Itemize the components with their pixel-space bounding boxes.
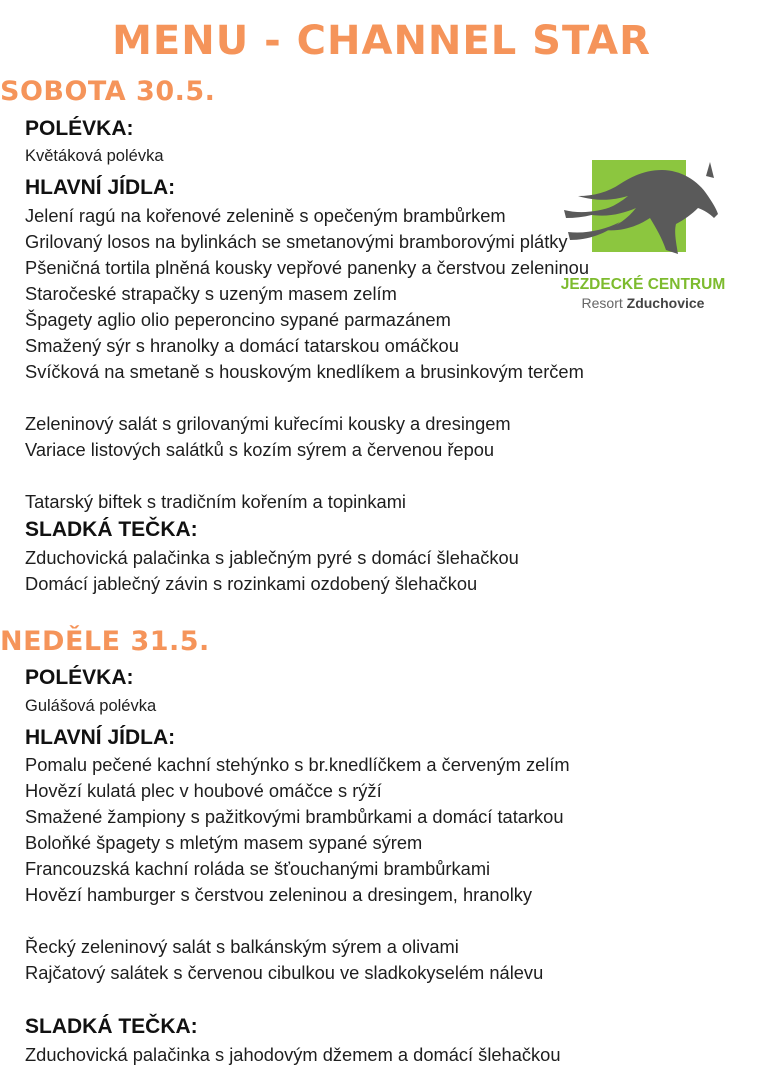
menu-item: Staročeské strapačky s uzeným masem zelím: [25, 283, 397, 304]
menu-item: Zduchovická palačinka s jahodovým džemem a domácí šlehačkou: [25, 1044, 561, 1065]
menu-item: Hovězí kulatá plec v houbové omáčce s rýží: [25, 780, 382, 801]
menu-item: Domácí jablečný závin s rozinkami ozdobený šlehačkou: [25, 573, 478, 594]
menu-item: Hovězí hamburger s čerstvou zeleninou a dresingem, hranolky: [25, 884, 533, 905]
menu-item: Svíčková na smetaně s houskovým knedlíkem a brusinkovým terčem: [25, 361, 584, 382]
menu-item: Boloňké špagety s mletým masem sypané sýrem: [25, 832, 423, 853]
menu-item: Květáková polévka: [25, 147, 164, 165]
section-soup-sunday: POLÉVKA:: [25, 666, 134, 689]
horse-head-icon: [558, 158, 728, 268]
menu-item: Špagety aglio olio peperoncino sypané parmazánem: [25, 309, 451, 330]
logo-subtitle: [560, 295, 726, 311]
menu-item: Řecký zeleninový salát s balkánským sýrem a olivami: [25, 936, 459, 957]
menu-item: Pšeničná tortila plněná kousky vepřové panenky a čerstvou zeleninou: [25, 257, 590, 278]
logo-brand-name: JEZDECKÉ CENTRUM: [560, 276, 726, 293]
day-heading-sunday: NEDĚLE 31.5.: [0, 626, 210, 657]
section-mains-saturday: HLAVNÍ JÍDLA:: [25, 176, 176, 199]
section-mains-sunday: HLAVNÍ JÍDLA:: [25, 726, 176, 749]
jezdecke-centrum-logo: [558, 158, 728, 318]
section-dessert-sunday: SLADKÁ TEČKA:: [25, 1015, 198, 1038]
logo-sub-name: Zduchovice: [626, 295, 705, 311]
menu-item: Grilovaný losos na bylinkách se smetanovými bramborovými plátky: [25, 231, 568, 252]
menu-item: Zduchovická palačinka s jablečným pyré s domácí šlehačkou: [25, 547, 519, 568]
logo-sub-prefix: Resort: [581, 295, 623, 311]
menu-item: Pomalu pečené kachní stehýnko s br.knedlíčkem a červeným zelím: [25, 754, 570, 775]
menu-item: Gulášová polévka: [25, 697, 157, 715]
section-soup-saturday: POLÉVKA:: [25, 117, 134, 140]
menu-item: Rajčatový salátek s červenou cibulkou ve sladkokyselém nálevu: [25, 962, 544, 983]
menu-item: Variace listových salátků s kozím sýrem a červenou řepou: [25, 439, 495, 460]
menu-item: Jelení ragú na kořenové zelenině s opečeným brambůrkem: [25, 205, 506, 226]
menu-item: Smažené žampiony s pažitkovými brambůrkami a domácí tatarkou: [25, 806, 564, 827]
menu-item: Francouzská kachní roláda se šťouchanými brambůrkami: [25, 858, 491, 879]
menu-item: Zeleninový salát s grilovanými kuřecími kousky a dresingem: [25, 413, 511, 434]
menu-item: Smažený sýr s hranolky a domácí tatarskou omáčkou: [25, 335, 459, 356]
section-dessert-saturday: SLADKÁ TEČKA:: [25, 518, 198, 541]
day-heading-saturday: SOBOTA 30.5.: [0, 76, 216, 107]
menu-item: Tatarský biftek s tradičním kořením a topinkami: [25, 491, 406, 512]
menu-title: MENU - CHANNEL STAR: [112, 18, 651, 64]
